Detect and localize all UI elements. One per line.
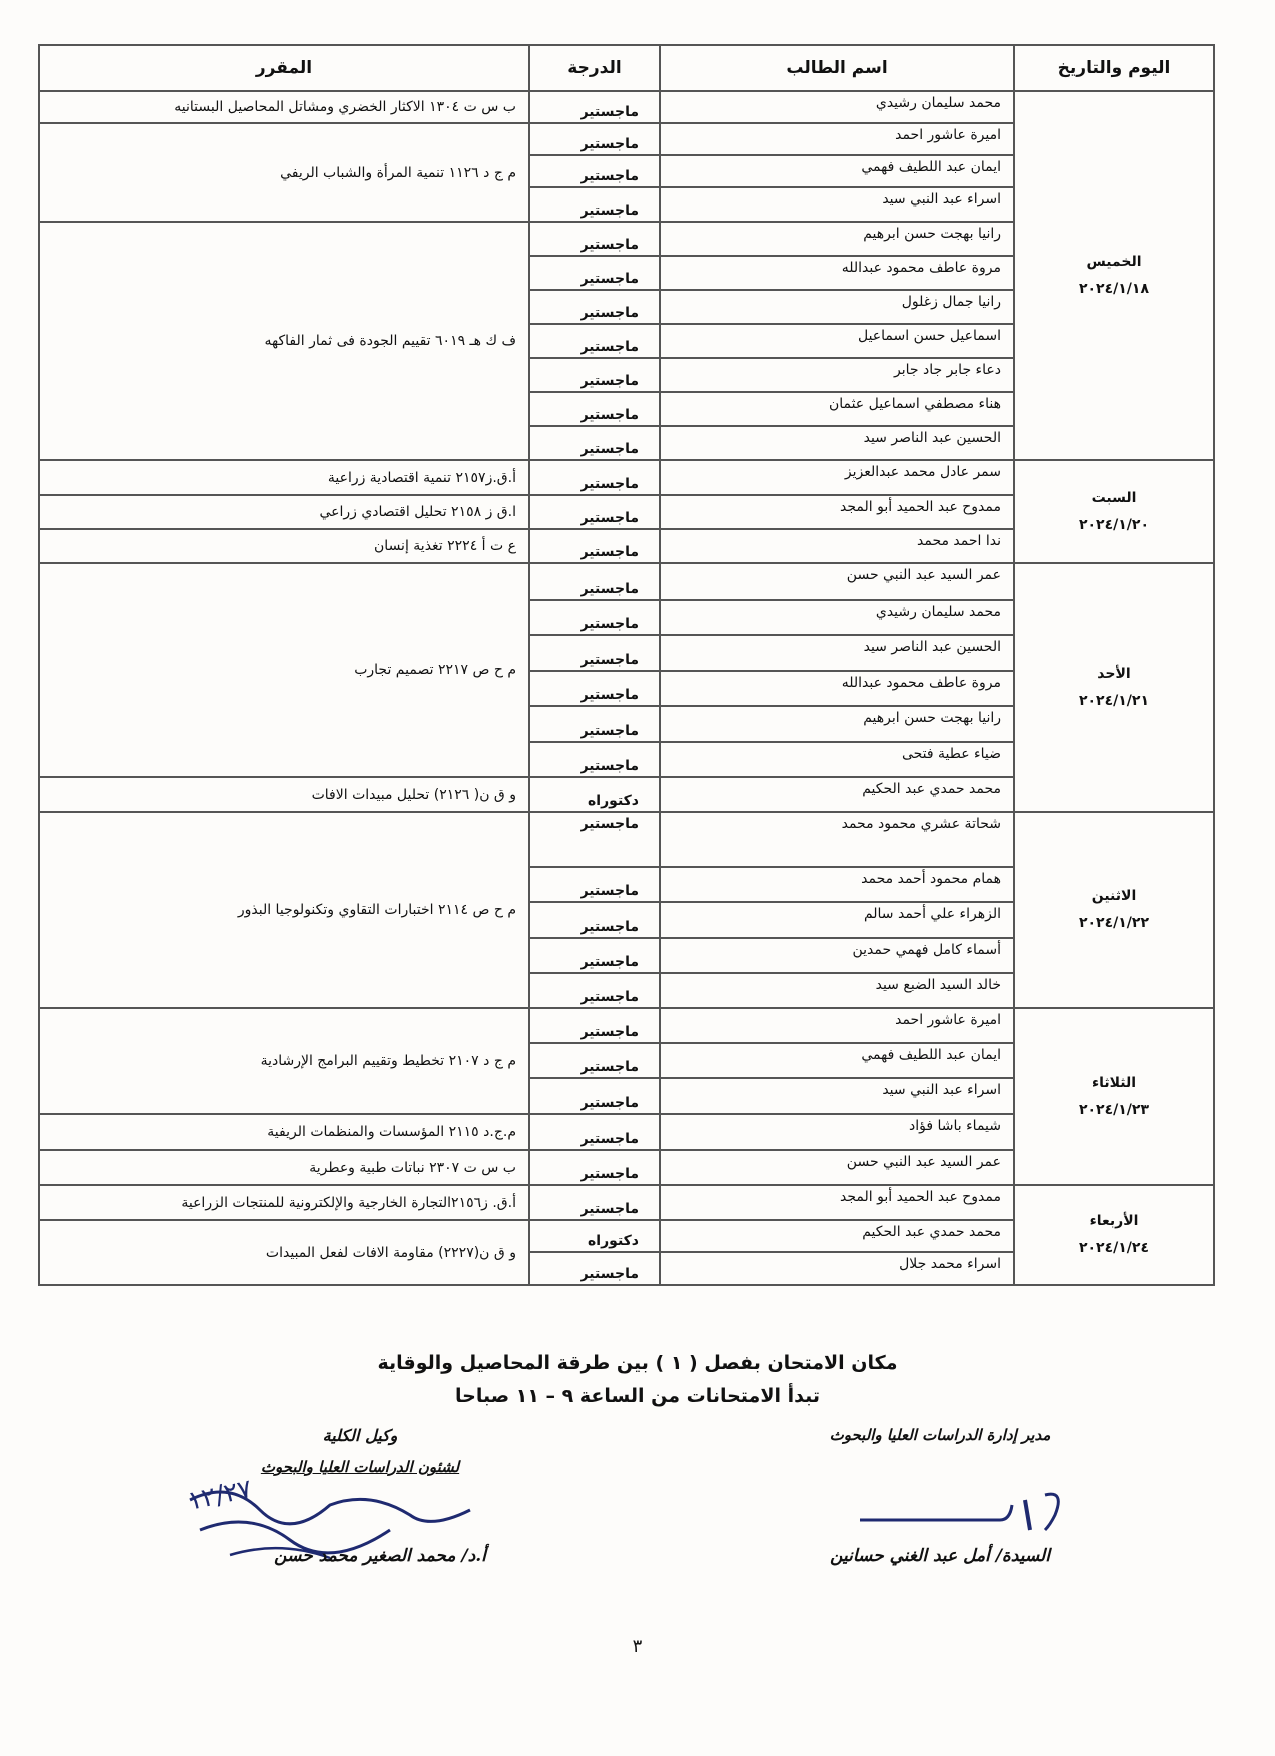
day-name: الاثنين [1091,888,1137,905]
student-name: ضياء عطية فتحى [660,742,1014,777]
degree: ماجستير [529,1008,660,1043]
student-name: ندا احمد محمد [660,529,1014,563]
degree: ماجستير [529,187,660,222]
student-name: محمد سليمان رشيدي [660,600,1014,635]
degree: ماجستير [529,358,660,392]
student-name: الحسين عبد الناصر سيد [660,635,1014,671]
exam-location: مكان الامتحان بفصل ( ١ ) بين طرقة المحاصيل والوقاية [377,1352,898,1374]
day-cell [1014,91,1214,460]
student-name: شيماء باشا فؤاد [660,1114,1014,1150]
handwritten-signature-right [850,1480,1070,1540]
student-name: شحاتة عشري محمود محمد [660,812,1014,867]
course: و ق ن(٢٢٢٧) مقاومة الافات لفعل المبيدات [39,1220,529,1285]
signature-left-title: وكيل الكلية [322,1426,398,1445]
degree: ماجستير [529,222,660,256]
student-name: عمر السيد عبد النبي حسن [660,1150,1014,1185]
degree: ماجستير [529,867,660,902]
student-name: اسراء عبد النبي سيد [660,187,1014,222]
degree: ماجستير [529,671,660,706]
student-name: الحسين عبد الناصر سيد [660,426,1014,460]
degree: ماجستير [529,635,660,671]
degree: ماجستير [529,426,660,460]
day-name: السبت [1091,489,1137,506]
student-name: محمد حمدي عبد الحكيم [660,1220,1014,1252]
day-date: ٢٠٢٤/١/٢٢ [1078,915,1150,931]
course: ا.ق ز ٢١٥٨ تحليل اقتصادي زراعي [39,495,529,529]
day-date: ٢٠٢٤/١/١٨ [1078,280,1150,297]
student-name: رانيا جمال زغلول [660,290,1014,324]
table-row [39,460,1214,495]
degree: ماجستير [529,460,660,495]
day-date: ٢٠٢٤/١/٢٤ [1078,1240,1150,1256]
student-name: ممدوح عبد الحميد أبو المجد [660,1185,1014,1220]
course: أ.ق.ز٢١٥٧ تنمية اقتصادية زراعية [39,460,529,495]
student-name: اسماعيل حسن اسماعيل [660,324,1014,358]
day-date: ٢٠٢٤/١/٢١ [1078,692,1150,709]
degree: ماجستير [529,1043,660,1078]
student-name: الزهراء علي أحمد سالم [660,902,1014,938]
degree: ماجستير [529,324,660,358]
degree: ماجستير [529,529,660,563]
course: ع ت أ ٢٢٢٤ تغذية إنسان [39,529,529,563]
day-date: ٢٠٢٤/١/٢٠ [1078,516,1150,533]
header-row [39,45,1214,91]
day-cell [1014,812,1214,1008]
signature-left-subtitle: لشئون الدراسات العليا والبحوث [260,1458,460,1476]
degree: ماجستير [529,1150,660,1185]
signature-right-name: السيدة/ أمل عبد الغني حسانين [830,1546,1050,1566]
degree: دكتوراه [529,1220,660,1252]
degree: ماجستير [529,563,660,600]
table-row [39,1008,1214,1043]
header-course: المقرر [39,45,529,91]
exam-schedule-table [38,44,1215,1286]
degree: ماجستير [529,256,660,290]
day-name: الأحد [1097,665,1131,682]
course: م ج د ٢١٠٧ تخطيط وتقييم البرامج الإرشادية [39,1008,529,1114]
student-name: دعاء جابر جاد جابر [660,358,1014,392]
signature-left-name: أ.د/ محمد الصغير محمد حسن [274,1546,486,1566]
course: م ج د ١١٢٦ تنمية المرأة والشباب الريفي [39,123,529,222]
student-name: ممدوح عبد الحميد أبو المجد [660,495,1014,529]
day-cell [1014,563,1214,812]
table-row [39,91,1214,123]
degree: ماجستير [529,938,660,973]
table-row [39,563,1214,600]
day-date: ٢٠٢٤/١/٢٣ [1078,1101,1150,1118]
student-name: ايمان عبد اللطيف فهمي [660,1043,1014,1078]
student-name: اسراء محمد جلال [660,1252,1014,1285]
degree: ماجستير [529,1078,660,1114]
degree: ماجستير [529,392,660,426]
student-name: محمد سليمان رشيدي [660,91,1014,123]
exam-time: تبدأ الامتحانات من الساعة ٩ – ١١ صباحا [455,1385,820,1407]
day-cell [1014,460,1214,563]
table-row [39,812,1214,867]
course: م ح ص ٢٢١٧ تصميم تجارب [39,563,529,777]
day-name: الخميس [1086,253,1142,270]
degree: ماجستير [529,495,660,529]
header-name: اسم الطالب [660,45,1014,91]
degree: ماجستير [529,742,660,777]
degree: ماجستير [529,123,660,155]
student-name: رانيا بهجت حسن ابرهيم [660,706,1014,742]
course: ف ك هـ ٦٠١٩ تقييم الجودة فى ثمار الفاكهه [39,222,529,460]
header-degree: الدرجة [529,45,660,91]
degree: ماجستير [529,290,660,324]
day-name: الثلاثاء [1091,1074,1137,1091]
degree: ماجستير [529,812,660,867]
student-name: مروة عاطف محمود عبدالله [660,671,1014,706]
student-name: همام محمود أحمد محمد [660,867,1014,902]
table-row [39,1185,1214,1220]
degree: ماجستير [529,706,660,742]
day-cell [1014,1185,1214,1285]
degree: ماجستير [529,973,660,1008]
student-name: رانيا بهجت حسن ابرهيم [660,222,1014,256]
degree: ماجستير [529,155,660,187]
student-name: مروة عاطف محمود عبدالله [660,256,1014,290]
degree: ماجستير [529,1185,660,1220]
course: م.ج.د ٢١١٥ المؤسسات والمنظمات الريفية [39,1114,529,1150]
course: و ق ن( ٢١٢٦) تحليل مبيدات الافات [39,777,529,812]
degree: ماجستير [529,600,660,635]
degree: دكتوراه [529,777,660,812]
page-number: ٣ [632,1636,643,1657]
signature-right-title: مدير إدارة الدراسات العليا والبحوث [829,1426,1051,1444]
student-name: اميرة عاشور احمد [660,123,1014,155]
student-name: اميرة عاشور احمد [660,1008,1014,1043]
course: م ح ص ٢١١٤ اختبارات التقاوي وتكنولوجيا البذور [39,812,529,1008]
svg-text:١٢/٢٧: ١٢/٢٧ [185,1474,255,1517]
degree: ماجستير [529,902,660,938]
header-date: اليوم والتاريخ [1014,45,1214,91]
course: ب س ت ٢٣٠٧ نباتات طبية وعطرية [39,1150,529,1185]
course: أ.ق. ز٢١٥٦التجارة الخارجية والإلكترونية للمنتجات الزراعية [39,1185,529,1220]
degree: ماجستير [529,1114,660,1150]
student-name: اسراء عبد النبي سيد [660,1078,1014,1114]
student-name: خالد السيد الضبع سيد [660,973,1014,1008]
student-name: عمر السيد عبد النبي حسن [660,563,1014,600]
student-name: سمر عادل محمد عبدالعزيز [660,460,1014,495]
day-cell [1014,1008,1214,1185]
day-name: الأربعاء [1089,1213,1139,1230]
student-name: أسماء كامل فهمي حمدين [660,938,1014,973]
degree: ماجستير [529,1252,660,1285]
degree: ماجستير [529,91,660,123]
student-name: محمد حمدي عبد الحكيم [660,777,1014,812]
student-name: هناء مصطفي اسماعيل عثمان [660,392,1014,426]
student-name: ايمان عبد اللطيف فهمي [660,155,1014,187]
course: ب س ت ١٣٠٤ الاكثار الخضري ومشاتل المحاصيل البستانيه [39,91,529,123]
